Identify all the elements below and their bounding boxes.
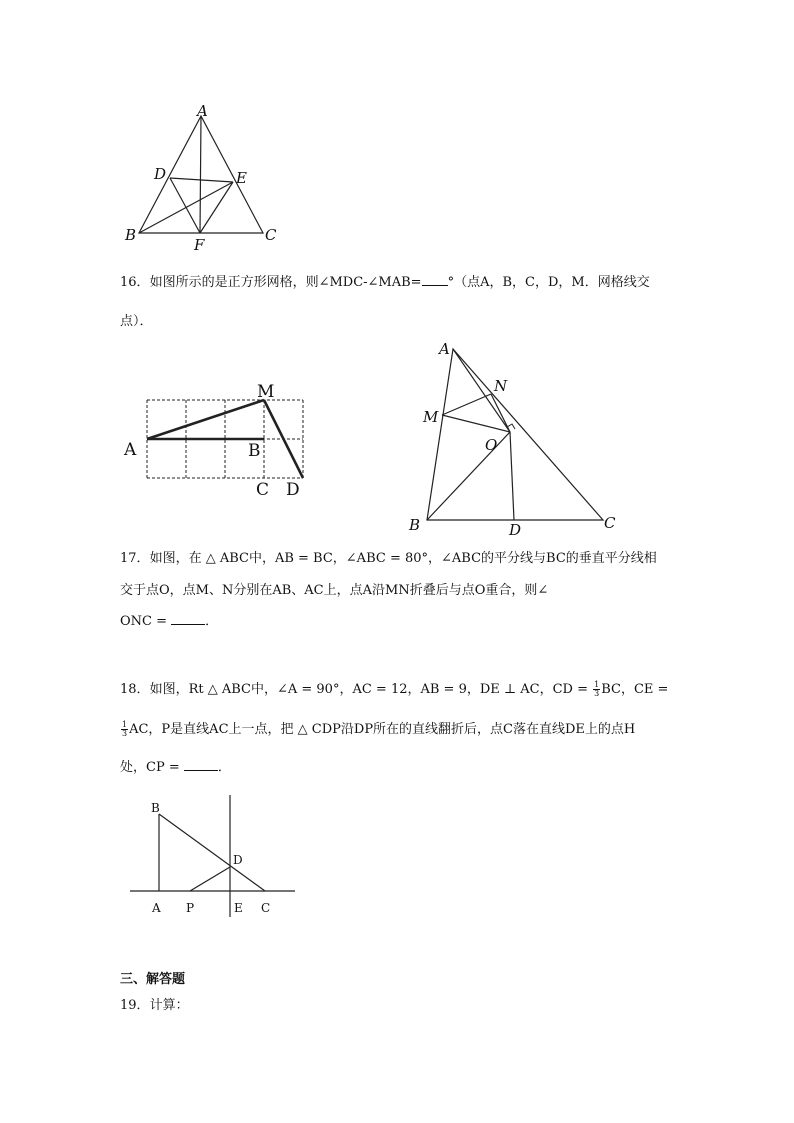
label-b: B <box>248 441 261 461</box>
fraction-numerator: 1 <box>122 720 128 729</box>
segment-od <box>510 432 514 520</box>
answer-blank-16[interactable] <box>422 285 448 286</box>
question-16-number: 16 <box>120 275 137 290</box>
label-e: E <box>234 901 243 915</box>
section-title: 三、解答题 <box>120 972 186 987</box>
question-18-line-3 <box>120 758 231 778</box>
question-17-period: ． <box>205 614 219 629</box>
label-b: B <box>125 226 137 244</box>
label-d: D <box>286 480 300 500</box>
answer-blank-17[interactable] <box>171 624 205 625</box>
question-16-line-1: 16．如图所示的是正方形网格，则∠MDC-∠MAB= °（点A，B，C，D，M．网格线交 <box>120 275 650 290</box>
label-p: P <box>186 901 195 915</box>
question-17-line-2 <box>120 581 548 601</box>
question-18-text-3: 处，CP = <box>120 760 184 775</box>
label-n: N <box>494 377 508 395</box>
question-18-number: 18 <box>120 682 137 697</box>
question-16-text-2: 点）． <box>120 314 153 329</box>
question-19-text: 计算： <box>149 998 189 1013</box>
segment-mn <box>442 394 491 415</box>
label-a: A <box>197 102 208 120</box>
question-16-text: 如图所示的是正方形网格，则∠MDC-∠MAB= <box>149 275 422 290</box>
figure-triangle-def <box>120 100 290 255</box>
label-d: D <box>509 521 522 539</box>
question-16-unit: °（点A，B，C，D，M．网格线交 <box>447 275 650 290</box>
segment-no <box>491 394 510 432</box>
fraction-one-third-a <box>593 681 600 698</box>
question-18-period: ． <box>217 760 231 775</box>
answer-blank-18[interactable] <box>184 770 218 771</box>
label-c: C <box>261 901 271 915</box>
label-m: M <box>257 382 275 402</box>
question-18-text-1b: BC，CE = <box>601 682 669 697</box>
question-19-number: 19 <box>120 998 137 1013</box>
label-e: E <box>236 169 247 187</box>
question-18-text-1: 如图，Rt △ ABC中，∠A = 90°，AC = 12，AB = 9，DE ⊥ AC，CD = <box>149 682 593 697</box>
label-a: A <box>124 440 137 460</box>
fraction-numerator: 1 <box>594 680 600 689</box>
segment-pd <box>190 867 230 891</box>
label-d: D <box>233 853 243 867</box>
fraction-denominator: 3 <box>122 729 128 738</box>
question-17-line-3 <box>120 612 218 632</box>
label-o: O <box>485 436 498 454</box>
segment-am <box>147 400 264 439</box>
figure-right-triangle-fold <box>125 790 305 925</box>
question-18-text-2: AC，P是直线AC上一点，把 △ CDP沿DP所在的直线翻折后，点C落在直线DE上的点H <box>129 722 636 737</box>
question-16-line-2 <box>120 312 153 332</box>
segment-de <box>170 178 233 182</box>
question-18-line-2 <box>120 720 635 740</box>
question-17-line-1: 17．如图，在 △ ABC中，AB = BC，∠ABC = 80°，∠ABC的平分线与BC的垂直平分线相 <box>120 551 657 566</box>
question-19-line: 19．计算： <box>120 998 189 1013</box>
segment-af <box>200 116 201 233</box>
label-d: D <box>154 165 167 183</box>
question-17-number: 17 <box>120 551 137 566</box>
label-c: C <box>265 226 277 244</box>
question-17-text-1: 如图，在 △ ABC中，AB = BC，∠ABC = 80°，∠ABC的平分线与BC的垂直平分线相 <box>149 551 657 566</box>
segment-bo <box>427 432 510 520</box>
triangle-abc <box>427 349 603 520</box>
fraction-denominator: 3 <box>594 689 600 698</box>
label-c: C <box>256 480 270 500</box>
figure-square-grid <box>120 375 320 500</box>
label-a: A <box>152 901 161 915</box>
label-m: M <box>423 408 439 426</box>
label-f: F <box>194 236 205 254</box>
question-17-text-2: 交于点O，点M、N分别在AB、AC上，点A沿MN折叠后与点O重合，则∠ <box>120 583 549 598</box>
segment-ef <box>200 182 233 233</box>
label-b: B <box>151 801 160 815</box>
segment-bc <box>159 814 265 891</box>
label-c: C <box>604 514 616 532</box>
label-b: B <box>409 516 421 534</box>
segment-df <box>170 178 200 233</box>
label-a: A <box>439 340 450 358</box>
figure-isosceles-fold <box>405 335 630 540</box>
fraction-one-third-b <box>121 721 128 738</box>
question-18-line-1: 18．如图，Rt △ ABC中，∠A = 90°，AC = 12，AB = 9，DE ⊥ AC，CD = $\frac{1}{3}$ BC，CE = <box>120 680 669 698</box>
question-17-text-3: ONC = <box>120 614 172 629</box>
